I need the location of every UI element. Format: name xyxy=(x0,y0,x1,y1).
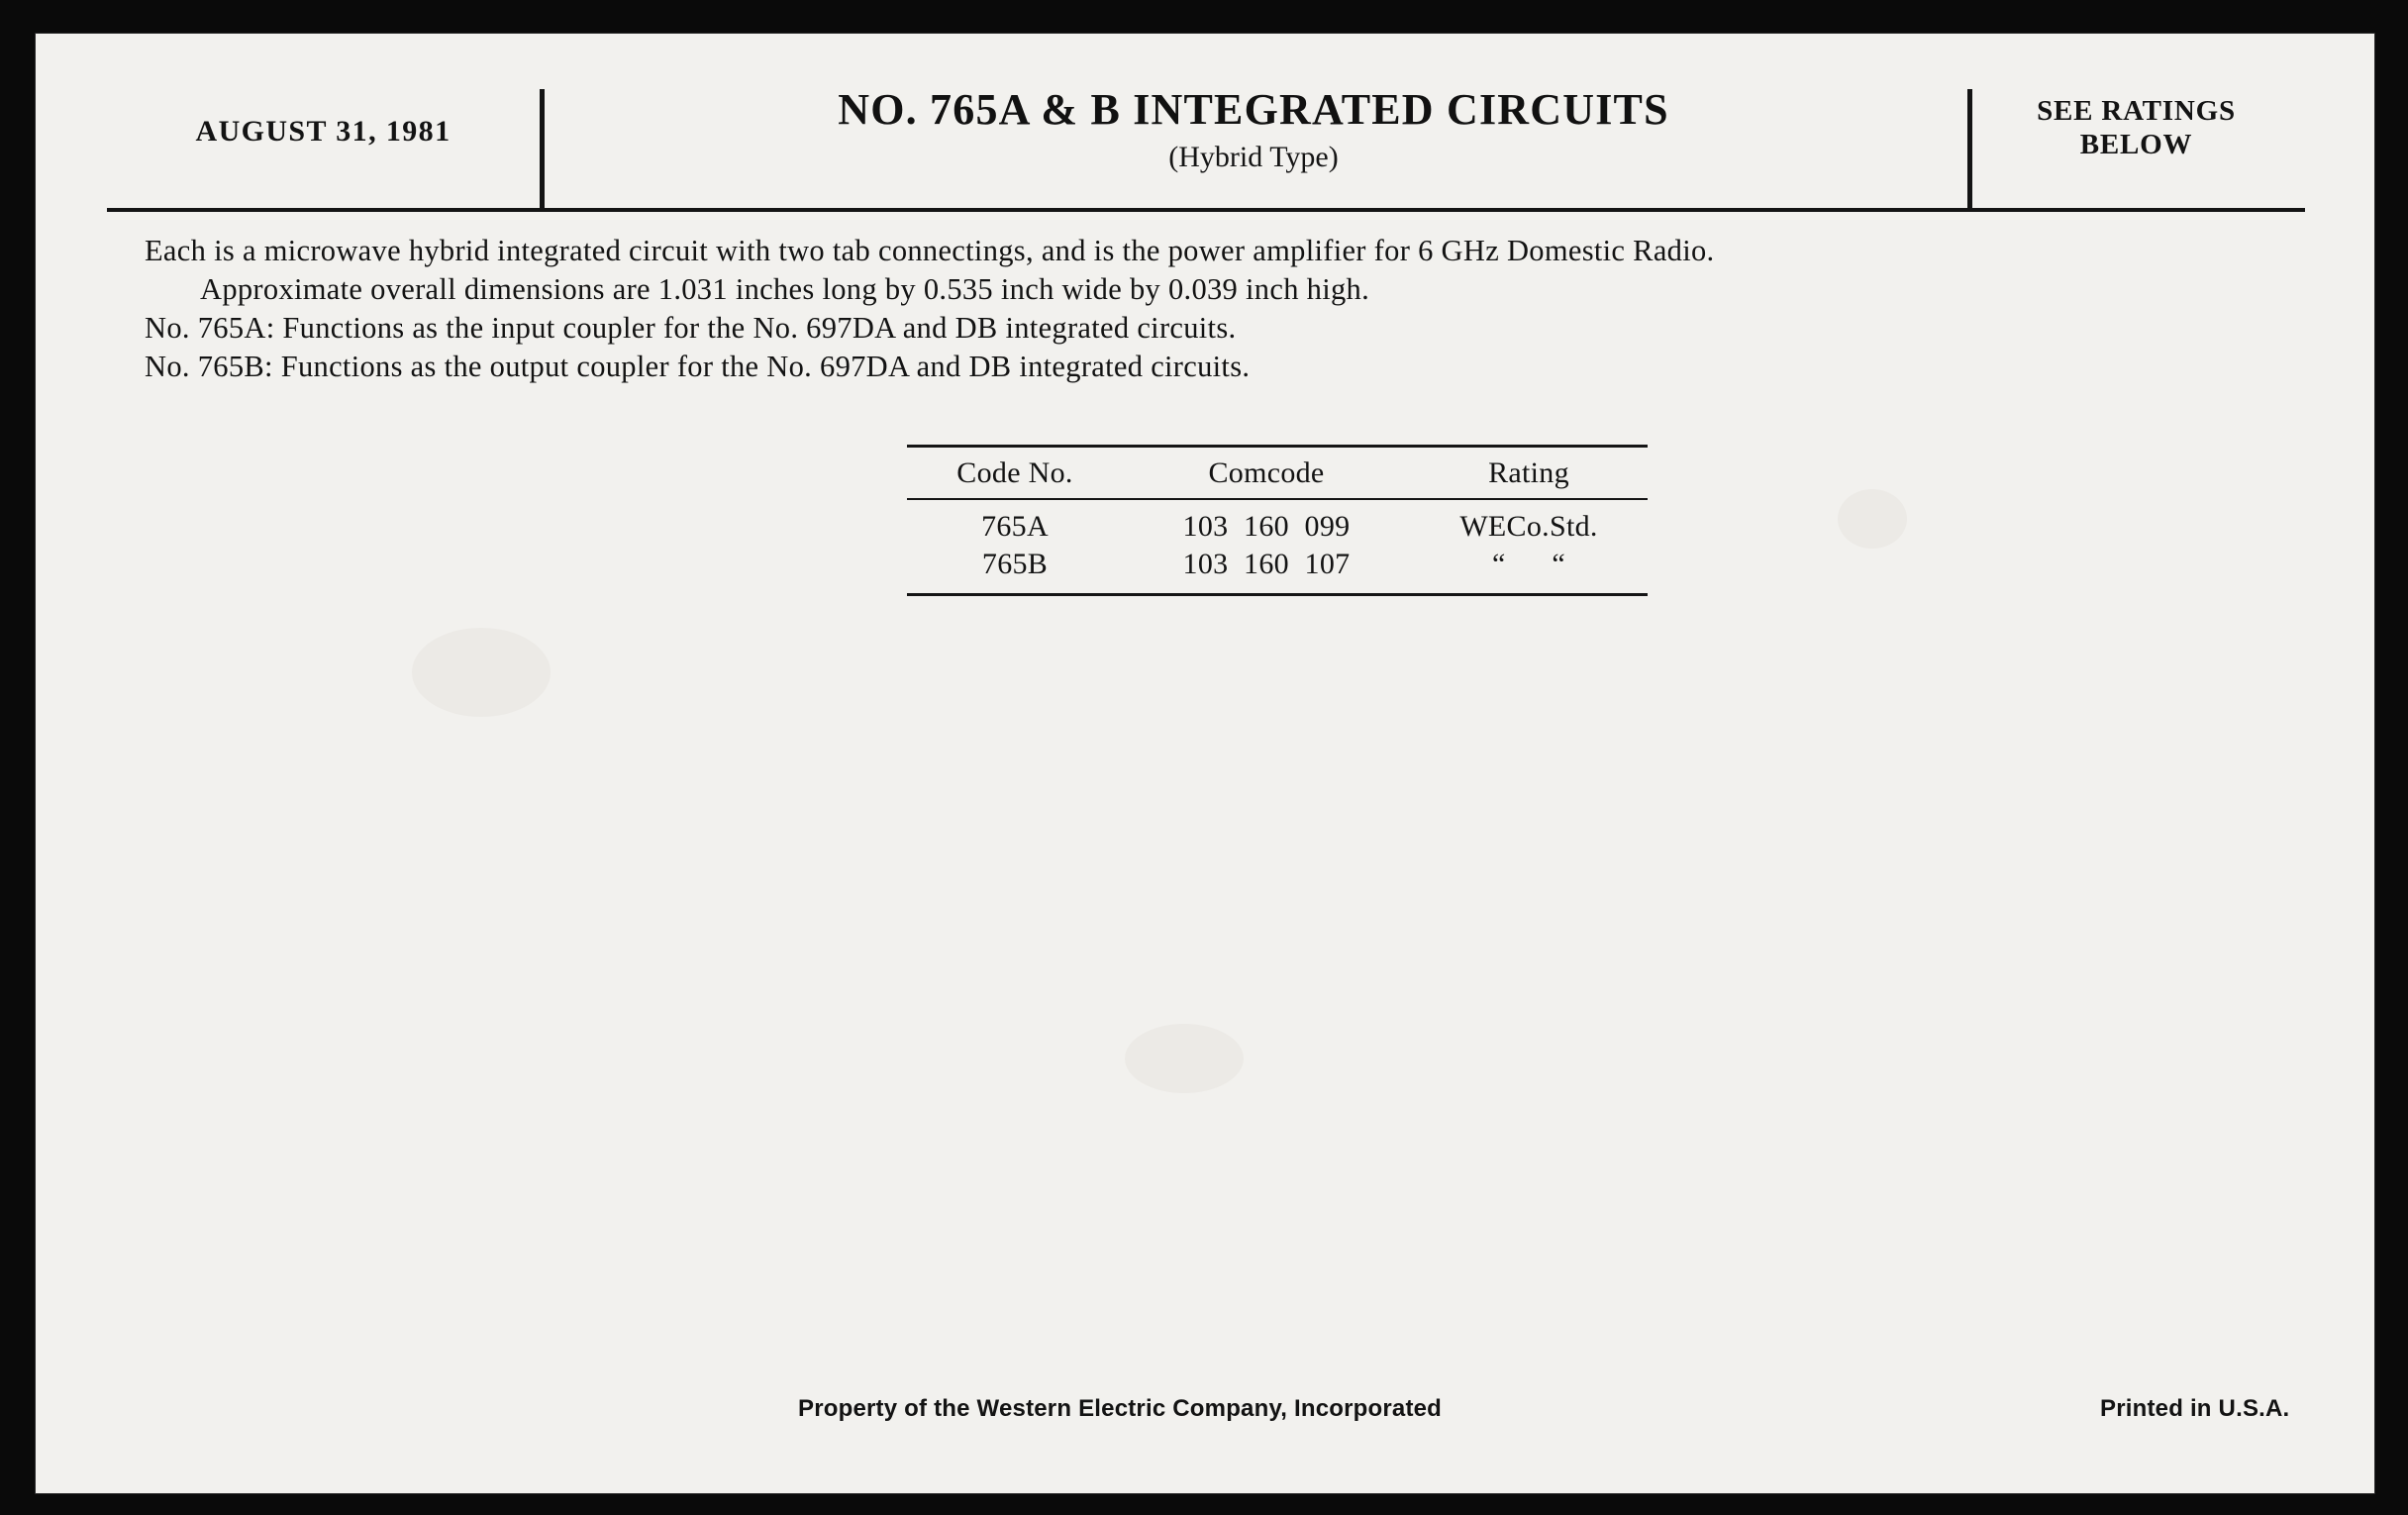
table-body xyxy=(907,500,1648,593)
scan-blotch xyxy=(412,628,551,717)
cell-comcode: 103 160 099 xyxy=(1182,510,1351,543)
cell-rating: “ “ xyxy=(1491,547,1566,580)
header-ratings-cell xyxy=(1967,61,2305,208)
code-table xyxy=(907,445,1648,596)
ratings-note-line1: SEE RATINGS xyxy=(2037,94,2236,127)
document-header xyxy=(107,61,2305,208)
document-sheet xyxy=(36,34,2374,1493)
cell-code-no: 765B xyxy=(981,547,1049,580)
header-title-cell xyxy=(540,61,1967,208)
footer-printed-note: Printed in U.S.A. xyxy=(2100,1395,2290,1422)
table-row xyxy=(907,508,1648,546)
cell-code-no: 765A xyxy=(981,510,1049,543)
column-header-comcode: Comcode xyxy=(1208,456,1325,489)
cell-comcode: 103 160 107 xyxy=(1182,547,1351,580)
document-body xyxy=(145,232,2313,386)
scan-blotch xyxy=(1125,1024,1244,1093)
page-title: NO. 765A & B INTEGRATED CIRCUITS xyxy=(838,84,1669,134)
ratings-note-line2: BELOW xyxy=(2079,129,2193,160)
column-header-rating: Rating xyxy=(1488,456,1569,489)
body-paragraph: Approximate overall dimensions are 1.031 inches long by 0.535 inch wide by 0.039 inch high. xyxy=(200,272,1370,307)
footer-ownership-note: Property of the Western Electric Company, Incorporated xyxy=(798,1395,1443,1422)
cell-rating: WECo.Std. xyxy=(1459,510,1598,543)
column-header-code-no: Code No. xyxy=(956,456,1073,489)
header-date-cell xyxy=(107,61,540,208)
scan-blotch xyxy=(1838,489,1907,549)
table-header-row xyxy=(907,448,1648,498)
body-paragraph: Each is a microwave hybrid integrated circuit with two tab connectings, and is the power amplifier for 6 GHz Domestic Radio. xyxy=(145,234,1715,267)
table-row xyxy=(907,546,1648,583)
page-subtitle: (Hybrid Type) xyxy=(1168,140,1339,173)
table-bottom-rule xyxy=(907,593,1648,596)
issue-date: AUGUST 31, 1981 xyxy=(195,115,452,148)
body-paragraph: No. 765A: Functions as the input coupler for the No. 697DA and DB integrated circuits. xyxy=(145,311,1237,346)
body-paragraph: No. 765B: Functions as the output coupler for the No. 697DA and DB integrated circuits. xyxy=(145,350,1251,384)
header-bottom-rule xyxy=(107,208,2305,212)
